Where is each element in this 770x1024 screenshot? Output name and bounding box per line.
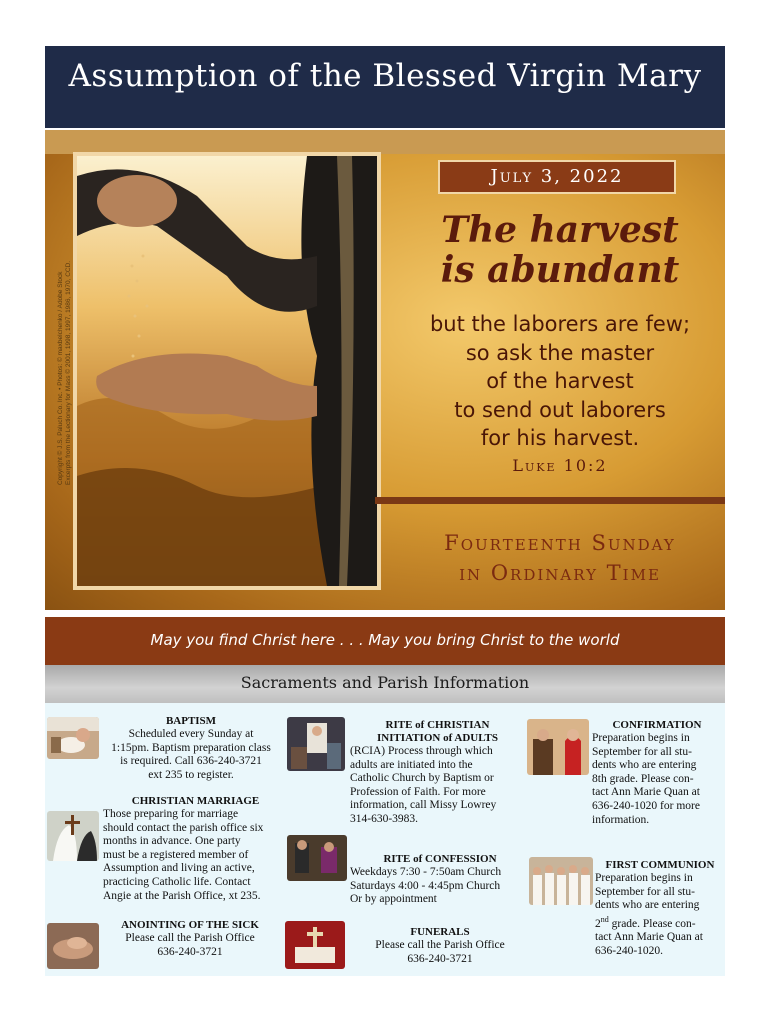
- first-communion-title: FIRST COMMUNION: [605, 859, 715, 871]
- funerals-info: FUNERALS Please call the Parish Office 636-240-3721: [355, 926, 525, 966]
- first-communion-grade-line: 2nd grade. Please con-: [595, 914, 696, 930]
- section-header: [45, 665, 725, 703]
- scripture-headline: The harvest is abundant: [440, 209, 680, 291]
- funerals-title: FUNERALS: [410, 926, 470, 938]
- banner-divider-bar: [375, 497, 725, 504]
- baptism-photo: [47, 717, 99, 759]
- bulletin-date: July 3, 2022: [438, 160, 676, 194]
- harvest-photo: [73, 152, 381, 590]
- harvest-photo-illustration: [77, 156, 377, 586]
- rcia-title: RITE of CHRISTIAN INITIATION of ADULTS: [376, 719, 499, 744]
- parish-motto: May you find Christ here . . . May you bring Christ to the world: [150, 631, 620, 649]
- rcia-photo: [287, 717, 345, 771]
- first-communion-info: FIRST COMMUNION Preparation begins in September for all stu- dents who are entering 2nd grade. Please con- tact Ann Marie Quan at 636-240-1020.: [595, 859, 725, 958]
- confession-title: RITE of CONFESSION: [383, 853, 497, 865]
- gospel-banner: [45, 130, 725, 610]
- first-communion-photo: [529, 857, 593, 905]
- motto-bar: [45, 617, 725, 665]
- confirmation-title: CONFIRMATION: [612, 719, 702, 731]
- scripture-text: but the laborers are few; so ask the master of the harvest to send out laborers for his harvest.: [429, 312, 691, 450]
- baptism-info: BAPTISM Scheduled every Sunday at 1:15pm. Baptism preparation class is required. Call 636-240-3721 ext 235 to register.: [101, 715, 281, 782]
- funerals-photo: [285, 921, 345, 969]
- banner-top-strip: [45, 130, 725, 154]
- rcia-info: RITE of CHRISTIAN INITIATION of ADULTS (RCIA) Process through which adults are initiated into the Catholic Church by Baptism or Profession of Faith. For more information, call Missy Lowrey 314-630-3983.: [350, 719, 525, 827]
- confirmation-info: CONFIRMATION Preparation begins in September for all stu- dents who are entering 8th grade. Please con- tact Ann Marie Quan at 636-240-1020 for more information.: [592, 719, 722, 827]
- parish-title: Assumption of the Blessed Virgin Mary: [68, 58, 702, 94]
- parish-header: [45, 46, 725, 128]
- confession-photo: [287, 835, 347, 881]
- confirmation-photo: [527, 719, 589, 775]
- anointing-photo: [47, 923, 99, 969]
- marriage-info: CHRISTIAN MARRIAGE Those preparing for marriage should contact the parish office six months in advance. One party must be a registered member of Assumption and living an active, practicing Catholic life. Contact Angie at the Parish Office, xt 235.: [103, 795, 288, 903]
- marriage-title: CHRISTIAN MARRIAGE: [131, 795, 260, 807]
- anointing-info: ANOINTING OF THE SICK Please call the Parish Office 636-240-3721: [115, 919, 265, 959]
- marriage-photo: [47, 811, 99, 861]
- section-title: Sacraments and Parish Information: [240, 673, 530, 692]
- liturgical-sunday: Fourteenth Sunday in Ordinary Time: [444, 531, 676, 585]
- confession-info: RITE of CONFESSION Weekdays 7:30 - 7:50am Church Saturdays 4:00 - 4:45pm Church Or by appointment: [350, 853, 530, 907]
- copyright-notice: Copyright © J.S. Paluch Co. Inc. • Photos: © maxbelchenko / Adobe Stock Excerpts from the Lectionary for Mass © 2001, 1998, 1997, 1986, 1970, CCD.: [57, 260, 72, 485]
- anointing-title: ANOINTING OF THE SICK: [121, 919, 259, 931]
- baptism-title: BAPTISM: [165, 715, 217, 727]
- sacraments-info: [45, 703, 725, 976]
- scripture-reference: Luke 10:2: [512, 456, 608, 475]
